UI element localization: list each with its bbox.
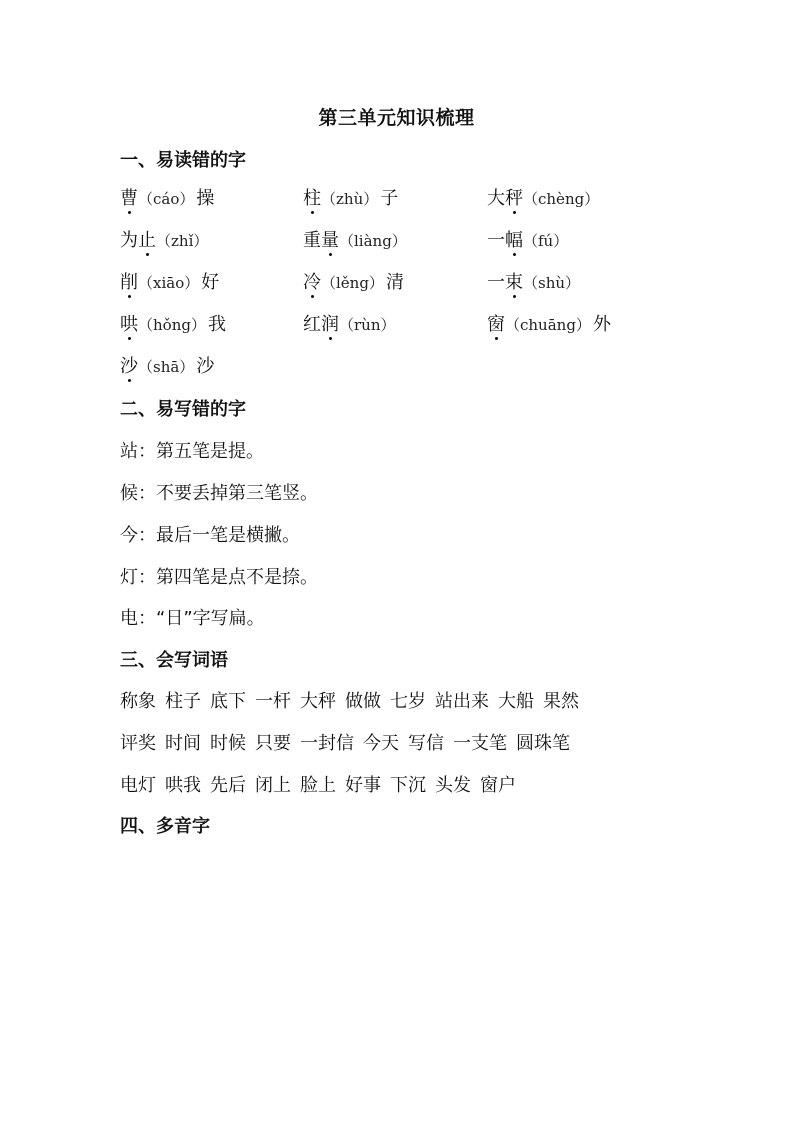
word-suffix: 清 bbox=[385, 272, 404, 293]
section-heading-miswritten: 二、易写错的字 bbox=[120, 399, 246, 420]
word-suffix: 子 bbox=[380, 188, 399, 209]
section-heading-misread: 一、易读错的字 bbox=[120, 150, 246, 171]
vocabulary-word: 脸上 bbox=[300, 775, 336, 796]
emphasized-character: 量 bbox=[321, 226, 339, 252]
pinyin: （lěng） bbox=[321, 274, 384, 292]
pinyin: （hǒng） bbox=[138, 316, 206, 334]
vocabulary-word: 今天 bbox=[363, 733, 399, 754]
misread-row bbox=[120, 268, 720, 294]
emphasized-character: 哄 bbox=[120, 310, 138, 336]
word-suffix: 沙 bbox=[196, 356, 215, 377]
word-suffix: 我 bbox=[207, 314, 226, 335]
pinyin: （zhù） bbox=[321, 190, 379, 208]
vocabulary-word: 一支笔 bbox=[453, 733, 507, 754]
pinyin: （chuāng） bbox=[505, 316, 591, 334]
misread-item bbox=[303, 268, 404, 294]
vocabulary-word: 圆珠笔 bbox=[516, 733, 570, 754]
misread-item bbox=[303, 226, 409, 252]
word-suffix: 操 bbox=[196, 188, 215, 209]
vocabulary-word: 先后 bbox=[210, 775, 246, 796]
vocabulary-word: 一杆 bbox=[255, 691, 291, 712]
misread-item bbox=[120, 226, 210, 252]
miswritten-line: 今：最后一笔是横撇。 bbox=[120, 525, 300, 546]
misread-row bbox=[120, 226, 720, 252]
pinyin: （zhǐ） bbox=[156, 232, 209, 250]
vocabulary-word: 下沉 bbox=[390, 775, 426, 796]
misread-row bbox=[120, 310, 720, 336]
miswritten-line: 站：第五笔是提。 bbox=[120, 441, 264, 462]
vocabulary-word: 七岁 bbox=[390, 691, 426, 712]
word-prefix: 为 bbox=[120, 230, 138, 251]
miswritten-line: 电：“日”字写扁。 bbox=[120, 608, 265, 629]
vocabulary-word: 闭上 bbox=[255, 775, 291, 796]
misread-item bbox=[120, 268, 219, 294]
miswritten-line: 候：不要丢掉第三笔竖。 bbox=[120, 483, 318, 504]
misread-row bbox=[120, 184, 720, 210]
vocabulary-word: 好事 bbox=[345, 775, 381, 796]
vocabulary-word: 只要 bbox=[255, 733, 291, 754]
pinyin: （shù） bbox=[523, 274, 581, 292]
vocabulary-word: 大秤 bbox=[300, 691, 336, 712]
pinyin: （liàng） bbox=[339, 232, 407, 250]
misread-item bbox=[303, 184, 398, 210]
word-prefix: 红 bbox=[303, 314, 321, 335]
vocabulary-word: 做做 bbox=[345, 691, 381, 712]
misread-item bbox=[487, 184, 601, 210]
misread-item bbox=[120, 184, 214, 210]
vocabulary-word: 底下 bbox=[210, 691, 246, 712]
emphasized-character: 束 bbox=[505, 268, 523, 294]
emphasized-character: 幅 bbox=[505, 226, 523, 252]
vocabulary-word: 果然 bbox=[543, 691, 579, 712]
pinyin: （xiāo） bbox=[138, 274, 200, 292]
emphasized-character: 秤 bbox=[505, 184, 523, 210]
emphasized-character: 止 bbox=[138, 226, 156, 252]
word-prefix: 大 bbox=[487, 188, 505, 209]
emphasized-character: 窗 bbox=[487, 310, 505, 336]
vocabulary-word: 写信 bbox=[408, 733, 444, 754]
vocabulary-row bbox=[120, 729, 579, 755]
vocabulary-word: 评奖 bbox=[120, 733, 156, 754]
pinyin: （shā） bbox=[138, 358, 195, 376]
vocabulary-word: 柱子 bbox=[165, 691, 201, 712]
misread-item bbox=[487, 226, 570, 252]
word-prefix: 一 bbox=[487, 230, 505, 251]
pinyin: （cáo） bbox=[138, 190, 195, 208]
misread-item bbox=[303, 310, 398, 336]
vocabulary-word: 时间 bbox=[165, 733, 201, 754]
pinyin: （fú） bbox=[523, 232, 569, 250]
word-suffix: 外 bbox=[592, 314, 611, 335]
misread-item bbox=[120, 352, 214, 378]
emphasized-character: 柱 bbox=[303, 184, 321, 210]
vocabulary-row bbox=[120, 687, 588, 713]
misread-item bbox=[487, 310, 611, 336]
vocabulary-word: 时候 bbox=[210, 733, 246, 754]
page-title: 第三单元知识梳理 bbox=[318, 107, 475, 129]
vocabulary-row bbox=[120, 771, 525, 797]
word-suffix: 好 bbox=[201, 272, 220, 293]
vocabulary-word: 窗户 bbox=[480, 775, 516, 796]
word-prefix: 一 bbox=[487, 272, 505, 293]
pinyin: （rùn） bbox=[339, 316, 396, 334]
section-heading-vocabulary: 三、会写词语 bbox=[120, 650, 228, 671]
vocabulary-word: 大船 bbox=[498, 691, 534, 712]
vocabulary-word: 哄我 bbox=[165, 775, 201, 796]
misread-row bbox=[120, 352, 720, 378]
emphasized-character: 沙 bbox=[120, 352, 138, 378]
miswritten-line: 灯：第四笔是点不是捺。 bbox=[120, 567, 318, 588]
vocabulary-word: 一封信 bbox=[300, 733, 354, 754]
word-prefix: 重 bbox=[303, 230, 321, 251]
emphasized-character: 曹 bbox=[120, 184, 138, 210]
emphasized-character: 冷 bbox=[303, 268, 321, 294]
vocabulary-word: 头发 bbox=[435, 775, 471, 796]
section-heading-polyphonic: 四、多音字 bbox=[120, 816, 210, 837]
pinyin: （chèng） bbox=[523, 190, 600, 208]
vocabulary-word: 站出来 bbox=[435, 691, 489, 712]
vocabulary-word: 电灯 bbox=[120, 775, 156, 796]
emphasized-character: 削 bbox=[120, 268, 138, 294]
emphasized-character: 润 bbox=[321, 310, 339, 336]
misread-item bbox=[120, 310, 226, 336]
vocabulary-word: 称象 bbox=[120, 691, 156, 712]
misread-item bbox=[487, 268, 582, 294]
